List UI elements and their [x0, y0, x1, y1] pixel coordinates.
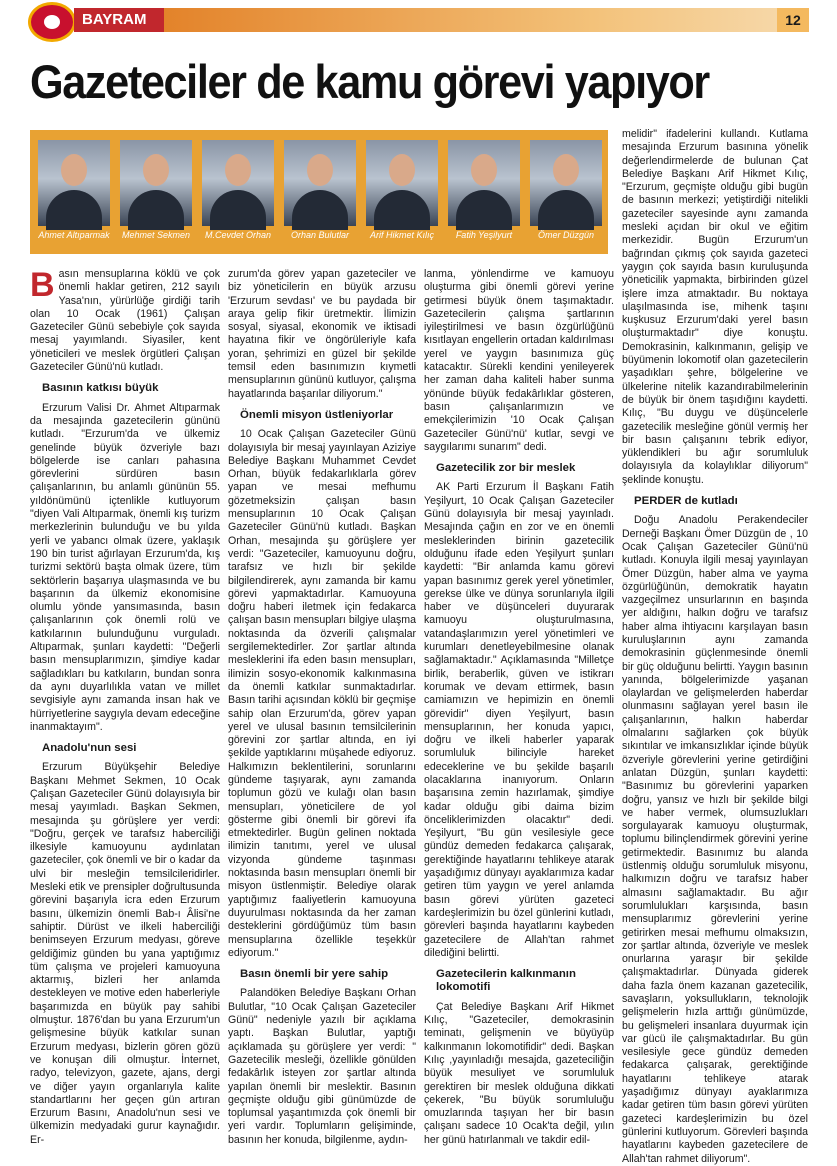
subheading: Anadolu'nun sesi — [42, 742, 137, 755]
person-photo — [284, 140, 356, 248]
article-column-1 — [30, 266, 220, 1146]
person-name: Mehmet Sekmen — [121, 230, 191, 240]
subheading: PERDER de kutladı — [634, 495, 738, 508]
paragraph: zurum'da görev yapan gazeteciler ve biz yöneticilerin en büyük arzusu 'Erzurum sevdası' ve bu paydada bir araya gelip fikir üretmektir. İlimizin sosyal, siyasal, ekonomik ve iktisadi hayatına fikir ve öngörüleriyle kafa yoran, şehrimizi en güzel bir şekilde temsil eden basınımızın kıymetli mensuplarının gününü kutluyor, çalışma hayatlarında başarılar diliyorum." — [228, 268, 416, 400]
person-name: Arif Hikmet Kılıç — [369, 230, 434, 240]
article-column-4 — [622, 128, 808, 1165]
person-name: M.Cevdet Orhan — [204, 230, 272, 240]
paragraph: Doğu Anadolu Perakendeciler Derneği Başkanı Ömer Düzgün de , 10 Ocak Çalışan Gazeteciler Günü'nü kutladı. Konuyla ilgili mesaj yayınlayan Ömer Düzgün, haber alma ve yayma özgürlüğünün, demokratik hayatın vazgeçilmez unsurlarının en başında yer aldığını, halkın doğru ve tarafsız haber alma ihtiyacını karşılayan basın kuruluşlarının aynı zamanda demokrasinin güçlenmesinde önemli bir güç olduğunu belirtti. Yaygın basının yanında, bölgelerimizde yaşanan olaylardan ve gelişmelerden haberdar olunmasını sağlayan yerel basın ile çalışanlarının, halkın haberdar olmalarını sağlarken çok büyük sıkıntılar ve imkansızlıklar içinde büyük özveriyle görevlerini yerine getirdiğini anlatan Düzgün, şunları kaydetti: "Basınımız bu görevlerini yaparken doğru, yansız ve hızlı bir şekilde bilgi ve haber vermek, olumsuzlukları sorgulayarak kamuoyu oluşturmak, toplumu bilinçlendirmek görevini yerine getirmektedir. Basınımız bu alanda üstlenmiş olduğu sorumluluk misyonu, halkımızın doğru ve tarafsız haber almasını sağlamaktadır. Bu ağır sorumlulukları karşısında, basın mensuplarımız görevlerini yerine getirirken mesai mefhumu olmaksızın, zor şartlar altında, özveriyle ve meslek onurlarına yaraşır bir şekilde çalışmaktadırlar. Dünyada giderek daha fazla önem kazanan gazetecilik, savaşların, yoksullukların, teknolojik gelişmelerin hızla arttığı günümüzde, bu gelişmeleri insanlara duyurmak için var gücü ile çalışmaktadırlar. Bu gün vesilesiyle gece gündüz demeden fedakarca çalışarak, gerektiğinde hayatlarını tehlikeye atarak yaşadığımız dünyayı ayaklarımıza kadar getiren tüm basın görevi yürüten gazeteci kardeşlerimizin bu özel günlerini kutluyorum. Görevleri başında hayatlarını kaybeden gazetecilere de Allah'tan rahmet diliyorum". — [622, 514, 808, 1165]
person-name: Fatih Yeşilyurt — [455, 230, 513, 240]
person-photo — [38, 140, 110, 248]
newspaper-logo — [28, 2, 76, 42]
paragraph: 10 Ocak Çalışan Gazeteciler Günü dolayısıyla bir mesaj yayınlayan Aziziye Belediye Başkanı Muhammet Cevdet Orhan, büyük fedakarlıklarla görev yapan ve mesai mefhumu gözetmeksizin çalışan basın mensuplarının 10 Ocak Çalışan Gazeteciler Günü'nü kutladı. Başkan Orhan, mesajında şu görüşlere yer verdi: "Gazeteciler, kamuoyunu doğru, tarafsız ve hızlı bir şekilde bilgilendirerek, aynı zamanda bir kamu görevi yapmaktadırlar. Kamuoyuna doğru haberi iletmek için fedakarca çalışan basın mensupları bilgiye ulaşma noktasında da özverili çalışmalar sergilemektedirler. Zor şartlar altında mesleklerini ifa eden basın mensupları, ilimizin sosyo-ekonomik kalkınmasına da önemli katkılar sunmaktadırlar. Basın tarihi açısından köklü bir geçmişe sahip olan Erzurum'da, görev yapan yerel ve ulusal basının temsilcilerinin görevini zor şartlar altında, en iyi şekilde yaptıklarını müşahede ediyoruz. Halkımızın beklentilerini, sorunlarını gündeme taşıyarak, aynı zamanda toplumun gözü ve kulağı olan basın mensupları, yöneticilere de yol gösterme gibi önemli bir görevi ifa etmektedirler. Bugün gelinen noktada ilimizin tanıtımı, yerel ve ulusal vizyonda gündeme taşınması noktasında basın mensupları önemli bir misyon üstlenmiştir. Belediye olarak yaptığımız faaliyetlerin kamuoyuna duyurulması noktasında da her zaman desteklerini gördüğümüz tüm basın mensuplarına özellikle teşekkür ediyorum." — [228, 428, 416, 959]
header-stripe — [164, 8, 777, 32]
paragraph: Çat Belediye Başkanı Arif Hikmet Kılıç, "Gazeteciler, demokrasinin teminatı, gelişmenin ve büyüyüp kalkınmanın lokomotifidir" dedi. Başkan Kılıç ,yayınladığı mesajda, gazeteciliğin büyük mesuliyet ve sorumluluk gerektiren bir meslek olduğuna dikkati çekerek, "Bu büyük sorumluluğu omuzlarında taşıyan her bir basın çalışanı sadece 10 Ocak'ta değil, yılın her günü hatırlanmalı ve takdir edil- — [424, 1000, 614, 1146]
paragraph: lanma, yönlendirme ve kamuoyu oluşturma gibi önemli görevi yerine getirmesi büyük önem taşımaktadır. Gazetecilerin çalışma şartlarının iyileştirilmesi ve basın özgürlüğünü kısıtlayan engellerin ortadan kaldırılması yerel ve yaygın basınımıza güç katacaktır. Sürekli kendini yenileyerek her zaman daha kaliteli haber sunma yönünde büyük fedakârlıklar gösteren, basın çalışanlarımızın ve emekçilerimizin '10 Ocak Çalışan Gazeteciler Günü'nü' kutlar, sevgi ve saygılarımı sunarım" dedi. — [424, 268, 614, 453]
person-name: Ahmet Altıparmak — [38, 230, 110, 240]
subheading: Basının katkısı büyük — [42, 382, 159, 395]
portrait-image — [38, 140, 110, 226]
lead-paragraph: Basın mensuplarına köklü ve çok önemli haklar getiren, 212 sayılı Yasa'nın, yürürlüğe girdiği tarih olan 10 Ocak (1961) Çalışan Gazeteciler Günü sebebiyle çok sayıda mesaj yayımlandı. Siyasiler, kent yöneticileri ve meslek örgütleri Çalışan Gazeteciler Günü'nü kutladı. — [30, 266, 220, 374]
paragraph: Erzurum Büyükşehir Belediye Başkanı Mehmet Sekmen, 10 Ocak Çalışan Gazeteciler Günü dolayısıyla bir mesaj yayımladı. Başkan Sekmen, mesajında şu görüşlere yer verdi: "Doğru, gerçek ve tarafsız haberciliği ilkesiyle kamuoyunu aydınlatan gazeteciler, çok önemli ve bir o kadar da ulvi bir mesleğin temsilcileridirler. Mesleki etik ve prensipler doğrultusunda görevini başarıyla icra eden Erzurum basını, ülkemizin önemli Bab-ı Âlisi'ne sahiptir. Dürüst ve ilkeli haberciliği benimseyen Erzurum medyası, göreve geldiğimiz günden bu yana yaptığımız tüm çalışma ve projeleri kamuoyuna aktarmış, bizleri her anlamda destekleyen ve motive eden haberleriyle başarımızda en büyük pay sahibi olmuştur. 1876'dan bu yana Erzurum'un gelişmesine büyük katkılar sunan Erzurum medyası, bizlerin gören gözü ve konuşan dili olmuştur. İnternet, radyo, televizyon, gazete, ajans, dergi ve diğer yayın organlarıyla kalite standartlarını her geçen gün artıran Erzurum Basını, Anadolu'nun sesi ve ülkemizin medyadaki gurur kaynağıdır. Er- — [30, 761, 220, 1146]
person-photo — [366, 140, 438, 248]
paragraph: AK Parti Erzurum İl Başkanı Fatih Yeşilyurt, 10 Ocak Çalışan Gazeteciler Günü dolayısıyla bir mesaj yayınladı. Mesajında çağın en zor ve en önemli mesleklerinden birinin gazetecilik olduğunu ifade eden Yeşilyurt şunları kaydetti: "Bir anlamda kamu görevi yapan basınımız gerek yerel yönetimler, gerekse ülke ve dünya sorunlarıyla ilgili haber ve düşünceleri duyurarak kamuoyu oluşturulmasına, vatandaşlarımızın yerel yönetimleri ve kurumları denetleyebilmesine olanak sağlamaktadır." Açıklamasında "Milletçe birlik, beraberlik, güven ve istikrarı korumak ve devam ettirmek, basın camiamızın ve hepimizin en önemli görevidir" diyen Yeşilyurt, basın mensuplarının, her konuda yapıcı, doğru ve ilkeli haberler yaparak sorumluluk bilinciyle hareket edeceklerine ve bu şekilde başarılı olacaklarına inanıyorum. Onların başarısına zemin hazırlamak, şimdiye kadar olduğu gibi daima bizim önceliklerimizden olacaktır" dedi. Yeşilyurt, "Bu gün vesilesiyle gece gündüz demeden fedakarca çalışarak, gerektiğinde hayatlarını tehlikeye atarak yaşadığımız dünyayı ayaklarımıza kadar getiren tüm yaygın ve yerel anlamda basın görevi yürüten gazeteci kardeşlerimizin bu özel günlerini kutladı, görevleri başında hayatlarını kaybeden gazetecilere de Allah'tan rahmet dilediğini belirtti. — [424, 481, 614, 959]
person-photo — [120, 140, 192, 248]
section-label: BAYRAM — [74, 8, 164, 32]
person-name: Orhan Bulutlar — [290, 230, 350, 240]
paragraph: melidir" ifadelerini kullandı. Kutlama mesajında Erzurum basınına yönelik değerlendirmelerde de bulunan Çat Belediye Başkanı Arif Hikmet Kılıç, "Erzurum, geçmişte olduğu gibi bugün de basının merkezi; yetiştirdiği nitelikli gazeteciler sayesinde aynı zamanda mesleki açıdan bir okul ve eğitim merkezidir. Bugün Erzurum'un bağrından çıkmış çok sayıda gazeteci yaygın çok sayıda basın kuruluşunda yöneticilik yapmakta, birbirinden güzel işlere imza atmaktadır. Bu noktaya ulaşılmasında ise, mihenk taşını kuşkusuz Erzurum'daki yerel basın oluşturmaktadır" diye konuştu. Demokrasinin, kalkınmanın, gelişip ve büyümenin lokomotif olan gazetecilerin yaşadıkları şehre, bölgelerine ve ülkelerine nitelik kazandırabilmelerinin de büyük bir önem taşıdığını kaydetti. Kılıç, "Bu duygu ve düşüncelerle gazetecilik mesleğine gönül vermiş her bir basın çalışanını tebrik ediyor, yüklendikleri bu ağır sorumluluk dolayısıyla da kolaylıklar diliyorum" şeklinde konuştu. — [622, 128, 808, 486]
portrait-image — [448, 140, 520, 226]
person-photo — [530, 140, 602, 248]
portrait-image — [284, 140, 356, 226]
article-column-3 — [424, 268, 614, 1146]
portrait-image — [530, 140, 602, 226]
person-photo — [202, 140, 274, 248]
subheading: Önemli misyon üstleniyorlar — [240, 408, 394, 421]
portrait-image — [120, 140, 192, 226]
headline: Gazeteciler de kamu görevi yapıyor — [30, 55, 709, 108]
drop-cap: B — [30, 266, 55, 304]
subheading: Gazetecilerin kalkınmanın lokomotifi — [436, 968, 576, 994]
page-header — [0, 8, 837, 32]
paragraph: Erzurum Valisi Dr. Ahmet Altıparmak da mesajında gazetecilerin gününü kutladı. "Erzurum'da ve ülkemiz genelinde büyük özveriyle bazı bölgelerde ise canları pahasına görevlerini sürdüren basın çalışanlarının, bu anlamlı gününün 55. yıldönümünü içtenlikle kutluyorum "diyen Vali Altıparmak, önemli kış turizm merkezlerinin bulunduğu ve bu yılda yerli ve yabancı olmak üzere, yaklaşık 190 bin turist ağırlayan Erzurum'da, kış turizmi sektörü başta olmak üzere, tüm sektörlerin başarıya ulaşmasında ve bu başarının da ülkemiz ekonomisine olumlu yönde yansımasında, basın çalışanlarının çok önemli rolü ve katkılarının bulunduğunu vurguladı. Altıparmak, şunları kaydetti: "Değerli basın mensuplarımızın, şimdiye kadar sağladıkları bu katkıların, bundan sonra da aynı duyarlılıkla vatan ve millet sevgisiyle aynı zamanda insan hak ve hürriyetlerine saygıyla devam edeceğine inanmaktayım". — [30, 401, 220, 733]
person-photo — [448, 140, 520, 248]
subheading: Gazetecilik zor bir meslek — [436, 462, 576, 475]
paragraph: Palandöken Belediye Başkanı Orhan Bulutlar, "10 Ocak Çalışan Gazeteciler Günü" nedeniyle yazılı bir açıklama yaptı. Başkan Bulutlar, yaptığı açıklamada şu görüşlere yer verdi: " Gazetecilik mesleği, özellikle gönülden fedakârlık isteyen zor şartlar altında yapılan önemli bir meslektir. Basının geçmişte olduğu gibi günümüzde de toplumsal yaşantımızda çok önemli bir yeri vardır. Toplumların gelişiminde, basının her konuda, bilgilenme, aydın- — [228, 987, 416, 1146]
photo-strip — [30, 130, 608, 254]
article-column-2 — [228, 268, 416, 1146]
portrait-image — [366, 140, 438, 226]
portrait-image — [202, 140, 274, 226]
subheading: Basın önemli bir yere sahip — [240, 968, 389, 981]
person-name: Ömer Düzgün — [537, 230, 595, 240]
page-number: 12 — [777, 8, 809, 32]
